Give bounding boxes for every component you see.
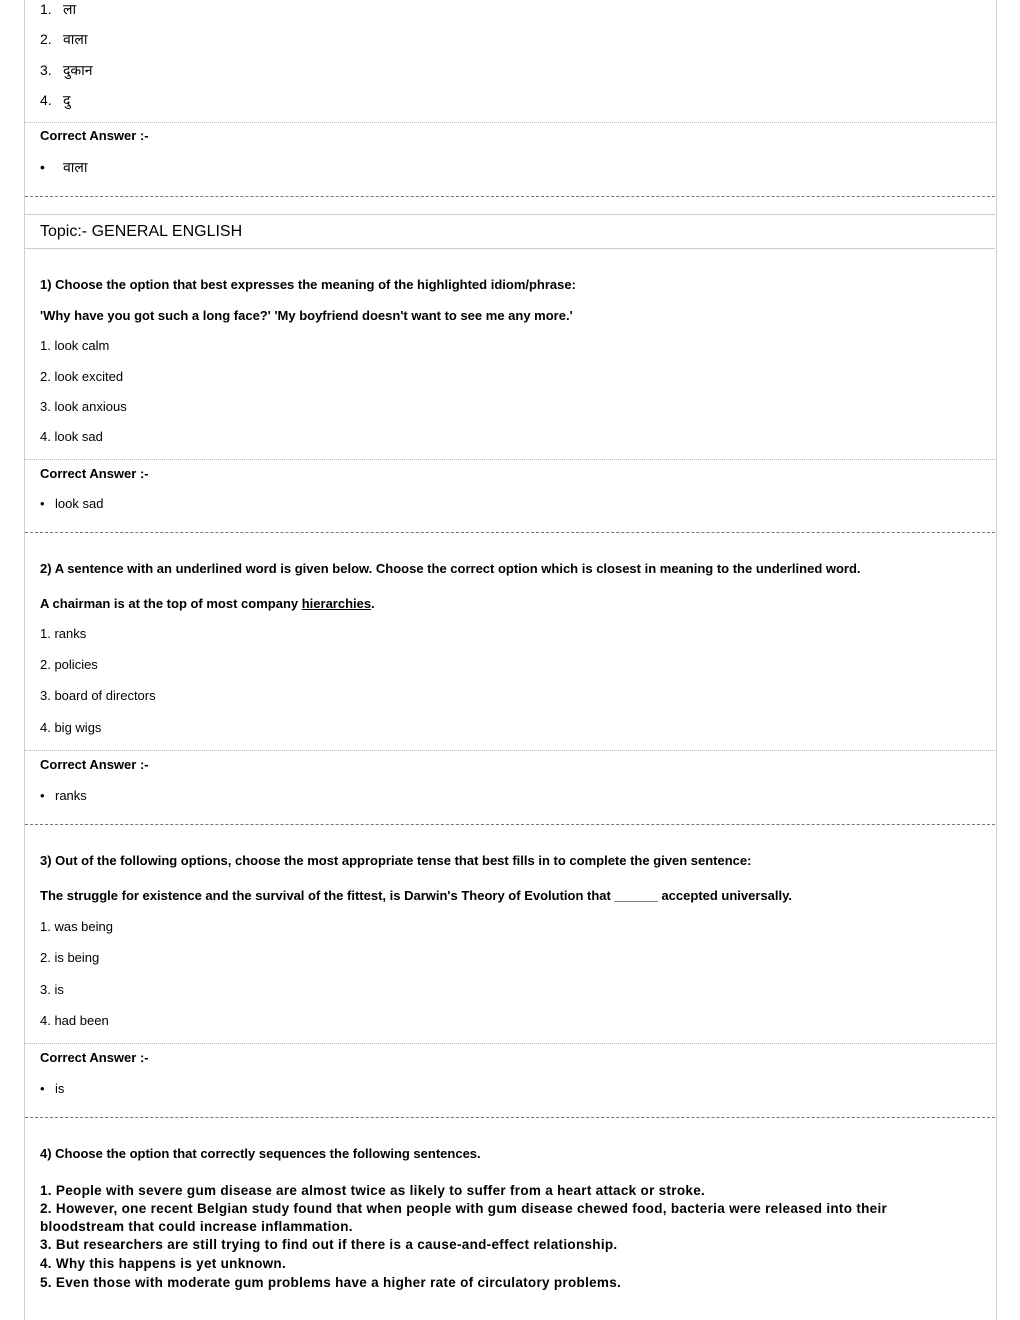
correct-answer-label: Correct Answer :- bbox=[40, 757, 149, 772]
correct-answer-label: Correct Answer :- bbox=[40, 128, 149, 143]
option-text: ला bbox=[63, 1, 77, 17]
sentence: 5. Even those with moderate gum problems have a higher rate of circulatory problems. bbox=[40, 1275, 622, 1290]
answer-text: वाला bbox=[63, 159, 88, 175]
stem-text: A chairman is at the top of most company bbox=[40, 596, 302, 611]
correct-answer: • look sad bbox=[40, 496, 104, 511]
question-header: 1) Choose the option that best expresses the meaning of the highlighted idiom/phrase: bbox=[40, 277, 576, 292]
sentence: 3. But researchers are still trying to find out if there is a cause-and-effect relationship. bbox=[40, 1237, 618, 1252]
option: 2. वाला bbox=[40, 31, 88, 47]
option: 2. is being bbox=[40, 950, 100, 965]
sentence: 2. However, one recent Belgian study found that when people with gum disease chewed food, bacteria were released into their bbox=[40, 1201, 888, 1216]
option: 3. is bbox=[40, 982, 64, 997]
question-header: 2) A sentence with an underlined word is given below. Choose the correct option which is closest in meaning to the underlined word. bbox=[40, 561, 861, 576]
sentence: 4. Why this happens is yet unknown. bbox=[40, 1256, 287, 1271]
option: 1. ला bbox=[40, 1, 77, 17]
option-text: दु bbox=[63, 92, 71, 108]
option: 4. big wigs bbox=[40, 720, 102, 735]
option: 3. board of directors bbox=[40, 688, 156, 703]
option: 4. had been bbox=[40, 1013, 109, 1028]
option: 4. दु bbox=[40, 92, 71, 108]
divider bbox=[25, 214, 995, 215]
question-header: 4) Choose the option that correctly sequences the following sentences. bbox=[40, 1146, 481, 1161]
correct-answer-label: Correct Answer :- bbox=[40, 466, 149, 481]
correct-answer: • ranks bbox=[40, 788, 87, 803]
correct-answer-label: Correct Answer :- bbox=[40, 1050, 149, 1065]
question-stem bbox=[40, 596, 375, 612]
divider bbox=[25, 532, 995, 533]
option: 2. policies bbox=[40, 657, 98, 672]
topic-heading: Topic:- GENERAL ENGLISH bbox=[40, 223, 243, 240]
correct-answer: • is bbox=[40, 1081, 65, 1096]
option: 1. ranks bbox=[40, 626, 87, 641]
page-frame bbox=[24, 0, 997, 1320]
answer-text: ranks bbox=[55, 788, 87, 803]
question-stem: The struggle for existence and the survival of the fittest, is Darwin's Theory of Evolution that ______ accepted universally. bbox=[40, 888, 793, 903]
answer-text: look sad bbox=[55, 496, 104, 511]
divider bbox=[25, 1043, 995, 1044]
option: 3. look anxious bbox=[40, 399, 127, 414]
divider bbox=[25, 122, 995, 123]
underlined-word: hierarchies bbox=[301, 596, 372, 611]
divider bbox=[25, 459, 995, 460]
question-header: 3) Out of the following options, choose the most appropriate tense that best fills in to complete the given sentence: bbox=[40, 853, 752, 868]
option-text: वाला bbox=[63, 31, 88, 47]
answer-text: is bbox=[55, 1081, 65, 1096]
option: 1. was being bbox=[40, 919, 113, 934]
option: 4. look sad bbox=[40, 429, 103, 444]
question-stem: 'Why have you got such a long face?' 'My boyfriend doesn't want to see me any more.' bbox=[40, 308, 573, 323]
option: 2. look excited bbox=[40, 369, 124, 384]
correct-answer: • वाला bbox=[40, 159, 88, 175]
divider bbox=[25, 1117, 995, 1118]
sentence: 1. People with severe gum disease are almost twice as likely to suffer from a heart attack or stroke. bbox=[40, 1183, 706, 1198]
divider bbox=[25, 196, 995, 197]
option-text: दुकान bbox=[63, 62, 93, 78]
divider bbox=[25, 750, 995, 751]
option: 3. दुकान bbox=[40, 62, 93, 78]
option: 1. look calm bbox=[40, 338, 110, 353]
sentence: bloodstream that could increase inflammation. bbox=[40, 1219, 353, 1234]
divider bbox=[25, 248, 995, 249]
stem-text: . bbox=[371, 596, 375, 611]
divider bbox=[25, 824, 995, 825]
